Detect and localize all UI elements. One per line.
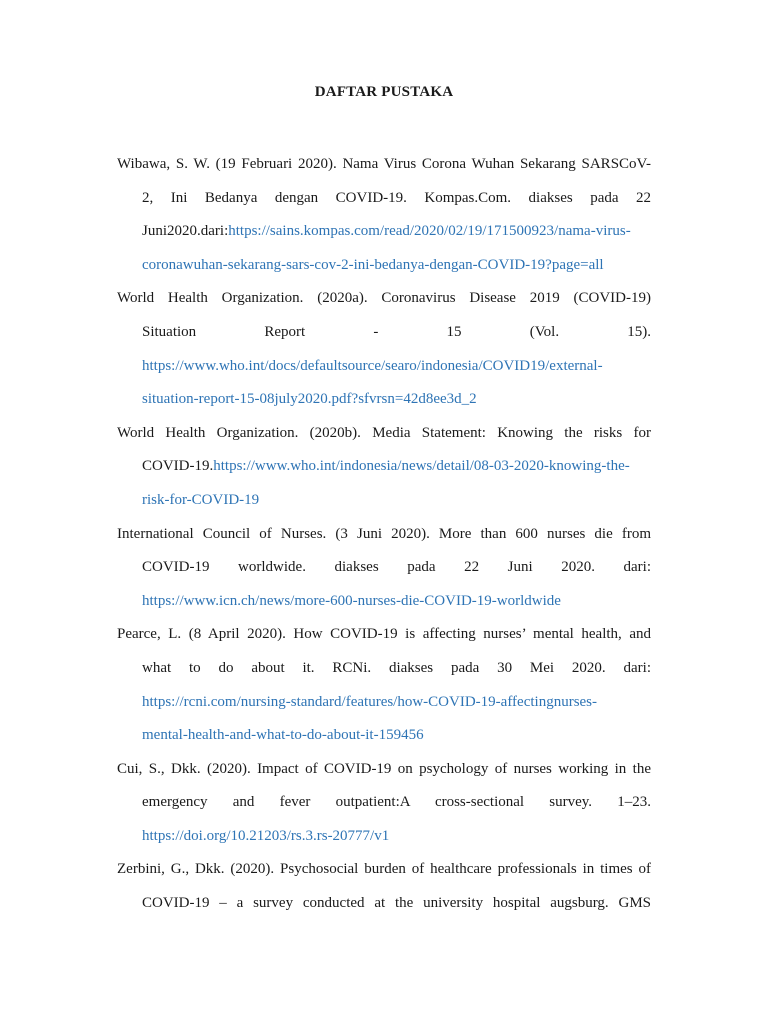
reference-list <box>117 148 651 921</box>
reference-text: World Health Organization. (2020b). Media Statement: Knowing the risks for <box>117 424 651 441</box>
reference-line <box>117 853 651 887</box>
reference-text: International Council of Nurses. (3 Juni 2020). More than 600 nurses die from <box>117 525 651 542</box>
reference-text: emergency and fever outpatient:A cross-sectional survey. 1–23. <box>142 794 651 811</box>
reference-line <box>117 686 651 720</box>
reference-line <box>117 350 651 384</box>
reference-entry <box>117 148 651 282</box>
reference-line <box>117 786 651 820</box>
reference-text: Cui, S., Dkk. (2020). Impact of COVID-19 on psychology of nurses working in the <box>117 760 651 777</box>
reference-link[interactable]: risk-for-COVID-19 <box>142 491 260 508</box>
reference-line <box>117 518 651 552</box>
reference-link[interactable]: https://sains.kompas.com/read/2020/02/19/171500923/nama-virus- <box>228 223 631 240</box>
reference-text: COVID-19 – a survey conducted at the university hospital augsburg. GMS <box>142 895 651 912</box>
reference-entry <box>117 417 651 518</box>
reference-line <box>117 753 651 787</box>
reference-line <box>117 719 651 753</box>
reference-line <box>117 215 651 249</box>
reference-link[interactable]: https://rcni.com/nursing-standard/features/how-COVID-19-affectingnurses- <box>142 693 598 710</box>
reference-entry <box>117 753 651 854</box>
reference-line <box>117 383 651 417</box>
reference-link[interactable]: situation-report-15-08july2020.pdf?sfvrsn=42d8ee3d_2 <box>142 391 477 408</box>
reference-text: World Health Organization. (2020a). Coronavirus Disease 2019 (COVID-19) <box>117 290 651 307</box>
reference-link[interactable]: mental-health-and-what-to-do-about-it-159456 <box>142 727 424 744</box>
reference-line <box>117 652 651 686</box>
reference-text: Pearce, L. (8 April 2020). How COVID-19 is affecting nurses’ mental health, and <box>117 626 651 643</box>
reference-text: COVID-19 worldwide. diakses pada 22 Juni 2020. dari: <box>142 559 651 576</box>
reference-text: COVID-19. <box>142 458 214 475</box>
reference-text: what to do about it. RCNi. diakses pada 30 Mei 2020. dari: <box>142 659 651 676</box>
reference-line <box>117 551 651 585</box>
reference-line <box>117 484 651 518</box>
reference-line <box>117 820 651 854</box>
reference-entry <box>117 853 651 920</box>
reference-text: Zerbini, G., Dkk. (2020). Psychosocial burden of healthcare professionals in times of <box>117 861 651 878</box>
reference-text: Juni2020.dari: <box>142 223 229 240</box>
reference-text: 2, Ini Bedanya dengan COVID-19. Kompas.Com. diakses pada 22 <box>142 189 651 206</box>
reference-line <box>117 249 651 283</box>
reference-text: Wibawa, S. W. (19 Februari 2020). Nama Virus Corona Wuhan Sekarang SARSCoV- <box>117 156 651 172</box>
reference-line <box>117 450 651 484</box>
reference-link[interactable]: coronawuhan-sekarang-sars-cov-2-ini-bedanya-dengan-COVID-19?page=all <box>142 256 604 273</box>
reference-entry <box>117 282 651 416</box>
reference-link[interactable]: https://www.icn.ch/news/more-600-nurses-die-COVID-19-worldwide <box>142 592 561 609</box>
reference-text: Situation Report - 15 (Vol. 15). <box>142 323 651 340</box>
reference-entry <box>117 618 651 752</box>
reference-line <box>117 316 651 350</box>
reference-line <box>117 417 651 451</box>
page-title: DAFTAR PUSTAKA <box>314 84 454 100</box>
reference-line <box>117 182 651 216</box>
reference-link[interactable]: https://www.who.int/docs/defaultsource/searo/indonesia/COVID19/external- <box>142 357 603 374</box>
reference-entry <box>117 518 651 619</box>
reference-link[interactable]: https://www.who.int/indonesia/news/detail/08-03-2020-knowing-the- <box>213 458 630 475</box>
reference-line <box>117 618 651 652</box>
reference-line <box>117 585 651 619</box>
reference-line <box>117 887 651 921</box>
reference-line <box>117 282 651 316</box>
reference-line <box>117 148 651 182</box>
reference-link[interactable]: https://doi.org/10.21203/rs.3.rs-20777/v1 <box>142 827 390 844</box>
